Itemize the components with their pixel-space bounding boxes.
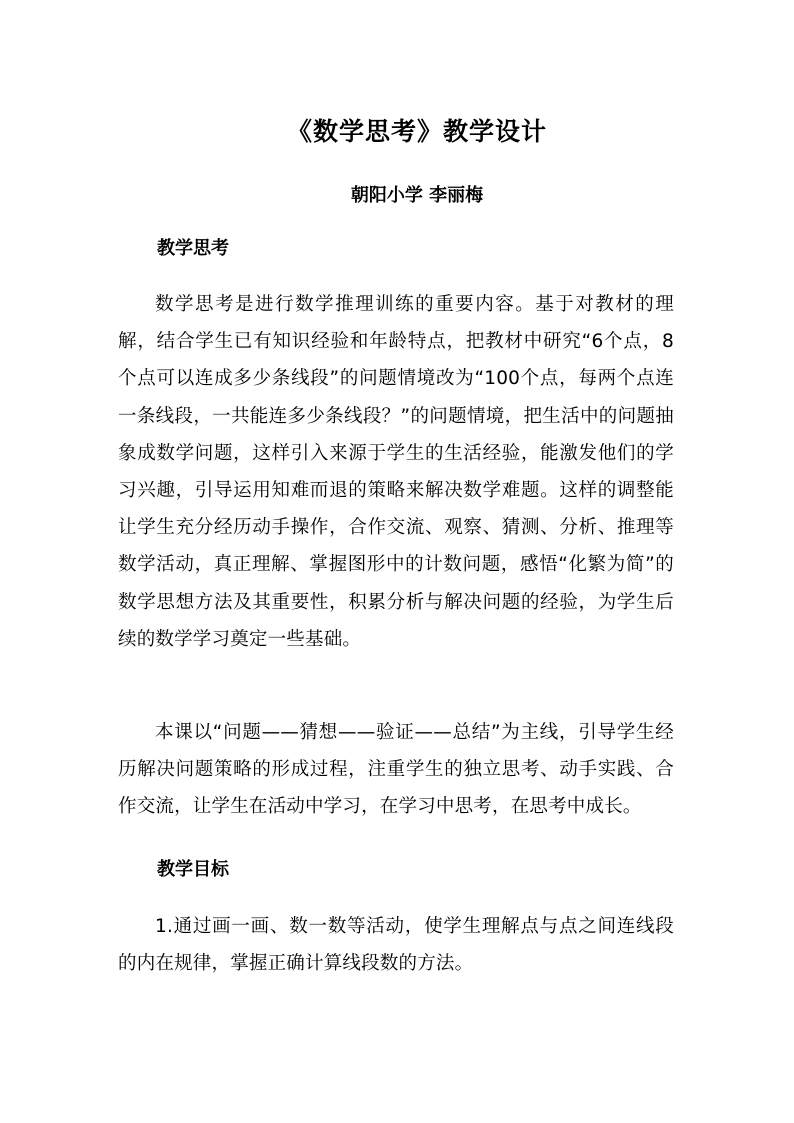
paragraph: 本课以“问题——猜想——验证——总结”为主线，引导学生经历解决问题策略的形成过程，注重学生的独立思考、动手实践、合作交流，让学生在活动中学习，在学习中思考，在思考中成长。 bbox=[118, 722, 674, 818]
paragraph: 数学思考是进行数学推理训练的重要内容。基于对教材的理解，结合学生已有知识经验和年龄特点，把教材中研究“6个点，8个点可以连成多少条线段”的问题情境改为“100个点，每两个点连一条线段，一共能连多少条线段？”的问题情境，把生活中的问题抽象成数学问题，这样引入来源于学生的生活经验，能激发他们的学习兴趣，引导运用知难而退的策略来解决数学难题。这样的调整能让学生充分经历动手操作，合作交流、观察、猜测、分析、推理等数学活动，真正理解、掌握图形中的计数问题，感悟“化繁为简”的数学思想方法及其重要性，积累分析与解决问题的经验，为学生后续的数学学习奠定一些基础。 bbox=[118, 294, 674, 650]
paragraph: 1.通过画一画、数一数等活动，使学生理解点与点之间连线段的内在规律，掌握正确计算线段数的方法。 bbox=[118, 916, 674, 975]
document-title: 《数学思考》教学设计 bbox=[286, 117, 547, 146]
section-heading-teaching-thoughts: 教学思考 bbox=[157, 238, 229, 259]
section-heading-teaching-goals: 教学目标 bbox=[157, 859, 229, 880]
author-line: 朝阳小学 李丽梅 bbox=[350, 185, 484, 206]
